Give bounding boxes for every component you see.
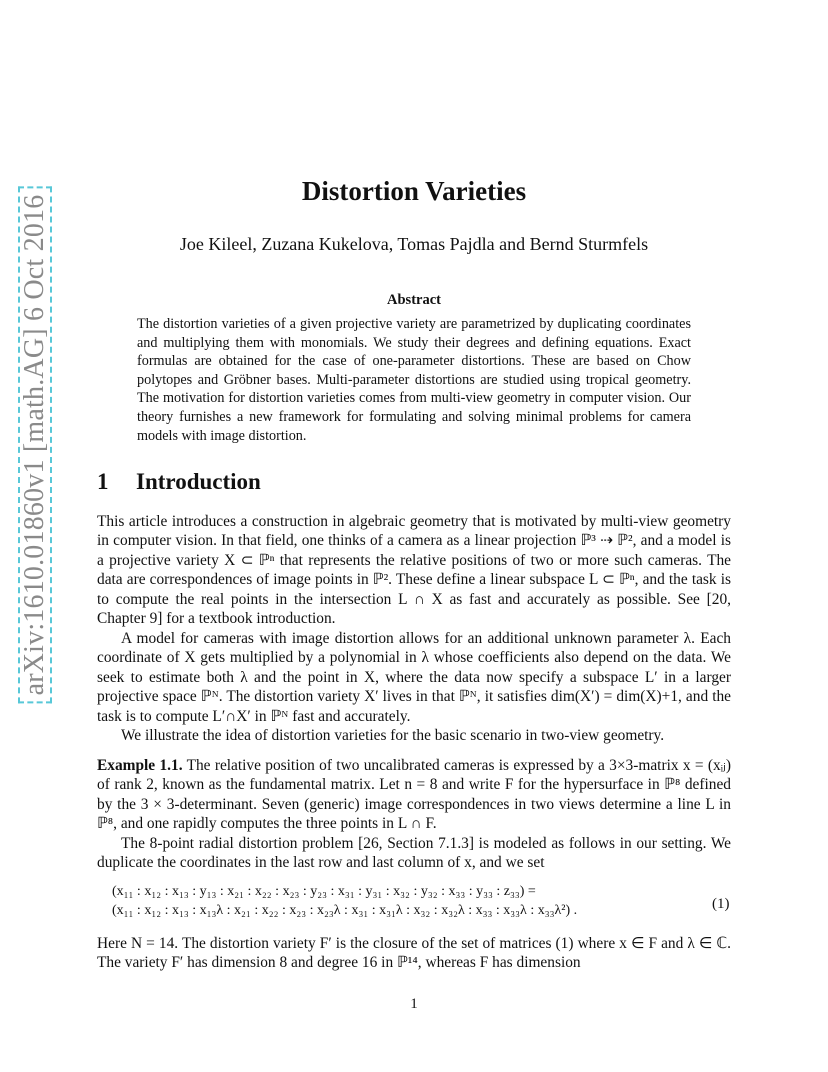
- paragraph-text: We illustrate the idea of distortion varieties for the basic scenario in two-view geometry.: [121, 727, 665, 744]
- paragraph-intro: [97, 512, 731, 628]
- arxiv-identifier: arXiv:1610.01860v1 [math.AG] 6 Oct 2016: [18, 187, 52, 704]
- example-text: The relative position of two uncalibrated cameras is expressed by a 3×3-matrix x = (xᵢⱼ) of rank 2, known as the fundamental matrix. Let n = 8 and write F for the hypersurface in ℙ⁸ defined by the 3 × 3-determinant. Seven (generic) image correspondences in two views determine a line L in ℙ⁸, and one rapidly computes the three points in L ∩ F.: [97, 757, 731, 833]
- section-number: 1: [97, 469, 109, 494]
- example-paragraph: [97, 756, 731, 834]
- equation-line-2: (x₁₁ : x₁₂ : x₁₃ : x₁₃λ : x₂₁ : x₂₂ : x₂₃ : x₂₃λ : x₃₁ : x₃₁λ : x₃₂ : x₃₂λ : x₃₃ : x₃₃λ : x₃₃λ²) .: [112, 903, 578, 918]
- equation-1: [112, 882, 732, 920]
- page-number: 1: [410, 996, 418, 1012]
- author-list: Joe Kileel, Zuzana Kukelova, Tomas Pajdla and Bernd Sturmfels: [179, 234, 649, 254]
- equation-line-1: (x₁₁ : x₁₂ : x₁₃ : y₁₃ : x₂₁ : x₂₂ : x₂₃ : y₂₃ : x₃₁ : y₃₁ : x₃₂ : y₃₂ : x₃₃ : y₃₃ : z₃₃) =: [112, 884, 536, 899]
- paragraph-text: Here N = 14. The distortion variety F′ is the closure of the set of matrices (1) where x ∈ F and λ ∈ ℂ. The variety F′ has dimension 8 and degree 16 in ℙ¹⁴, whereas F has dimension: [97, 935, 731, 972]
- paragraph-here: [97, 934, 731, 973]
- paper-title: Distortion Varieties: [301, 176, 527, 206]
- paragraph-text: The 8-point radial distortion problem [26, Section 7.1.3] is modeled as follows in our setting. We duplicate the coordinates in the last row and last column of x, and we set: [97, 835, 731, 872]
- paragraph-model: [97, 629, 731, 726]
- abstract-text: The distortion varieties of a given projective variety are parametrized by duplicating coordinates and multiplying them with monomials. We study their degrees and defining equations. Exact formulas are obtained for the case of one-parameter distortions. These are based on Chow polytopes and Gröbner bases. Multi-parameter distortions are studied using tropical geometry. The motivation for distortion varieties comes from multi-view geometry in computer vision. Our theory furnishes a new framework for formulating and solving minimal problems for camera models with image distortion.: [137, 316, 691, 444]
- section-title: Introduction: [136, 469, 261, 494]
- abstract-heading: Abstract: [387, 292, 441, 308]
- example-block: [97, 756, 731, 834]
- example-label: Example 1.1.: [97, 757, 183, 774]
- section-heading: [97, 469, 261, 495]
- paragraph-illustrate: [97, 726, 731, 745]
- paragraph-text: This article introduces a construction in algebraic geometry that is motivated by multi-view geometry in computer vision. In that field, one thinks of a camera as a linear projection ℙ³ ⇢ ℙ², and a model is a projective variety X ⊂ ℙⁿ that represents the relative positions of two or more such cameras. The data are correspondences of image points in ℙ². These define a linear subspace L ⊂ ℙⁿ, and the task is to compute the real points in the intersection L ∩ X as fast and accurately as possible. See [20, Chapter 9] for a textbook introduction.: [97, 513, 731, 628]
- equation-number: (1): [712, 896, 730, 912]
- paragraph-eight-point: [97, 834, 731, 873]
- paragraph-text: A model for cameras with image distortion allows for an additional unknown parameter λ. Each coordinate of X gets multiplied by a polynomial in λ whose coefficients also depend on the data. We seek to estimate both λ and the point in X, where the data now specify a subspace L′ in a larger projective space ℙᴺ. The distortion variety X′ lives in that ℙᴺ, it satisfies dim(X′) = dim(X)+1, and the task is to compute L′∩X′ in ℙᴺ fast and accurately.: [97, 630, 731, 725]
